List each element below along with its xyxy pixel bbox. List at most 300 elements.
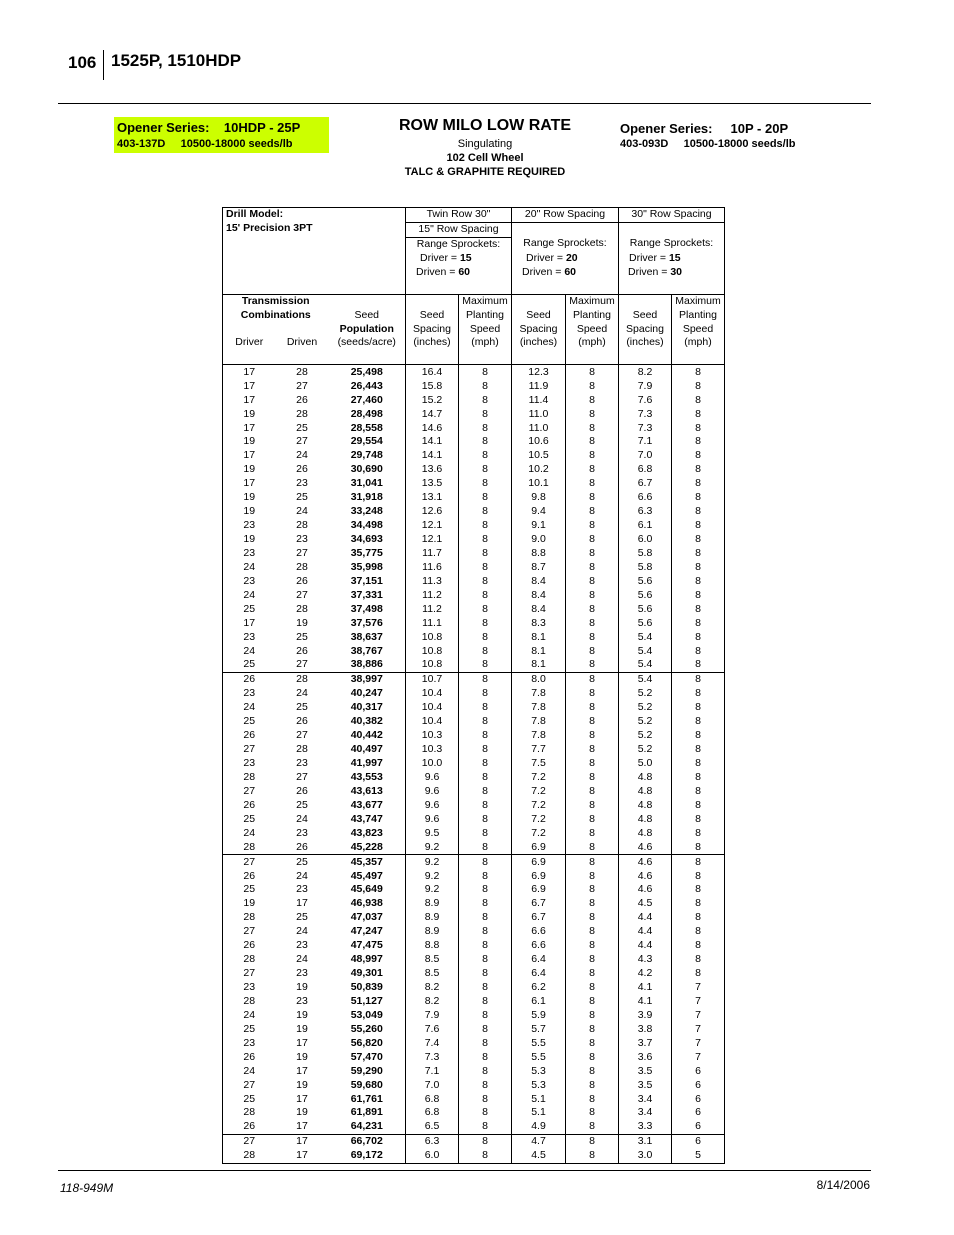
cell-seed-population: 61,891 <box>329 1106 406 1120</box>
cell-seed-population: 45,497 <box>329 869 406 883</box>
cell-20in-spacing: 7.8 <box>531 715 546 728</box>
table-row <box>223 771 725 785</box>
cell-driver: 26 <box>223 729 276 743</box>
cell-driven: 26 <box>296 463 308 476</box>
cell-seed-population: 33,248 <box>329 505 406 519</box>
table-row <box>223 855 725 869</box>
cell-20in-speed: 8 <box>566 715 619 729</box>
cell-twin-spacing: 10.4 <box>421 715 443 728</box>
cell-twin-spacing: 12.6 <box>421 505 443 518</box>
cell-30in-speed: 8 <box>672 491 725 505</box>
cell-20in-speed: 8 <box>566 588 619 602</box>
cell-driver: 26 <box>223 1120 276 1134</box>
cell-20in-spacing: 7.5 <box>531 757 546 770</box>
cell-30in-speed: 8 <box>672 826 725 840</box>
cell-twin-spacing: 11.1 <box>422 616 442 629</box>
cell-30in-speed: 8 <box>672 715 725 729</box>
cell-30in-speed: 8 <box>672 729 725 743</box>
cell-20in-spacing: 5.3 <box>531 1064 546 1077</box>
table-row <box>223 757 725 771</box>
cell-30in-speed: 8 <box>672 602 725 616</box>
cell-seed-population: 40,317 <box>329 701 406 715</box>
cell-30in-spacing: 5.6 <box>637 574 653 587</box>
cell-driver: 17 <box>223 616 276 630</box>
group-1-driver: Driver = 15 <box>406 252 512 266</box>
table-row <box>223 967 725 981</box>
cell-30in-spacing: 5.4 <box>637 630 653 643</box>
cell-30in-spacing: 5.4 <box>637 673 653 686</box>
cell-driver: 23 <box>223 630 276 644</box>
cell-twin-speed: 8 <box>459 939 512 953</box>
cell-driven: 19 <box>296 1022 308 1035</box>
max-speed-h3-3: Speed <box>672 323 725 337</box>
cell-driven: 27 <box>296 435 308 448</box>
cell-30in-spacing: 5.6 <box>637 602 653 615</box>
table-row <box>223 911 725 925</box>
cell-driver: 23 <box>223 757 276 771</box>
table-row <box>223 574 725 588</box>
cell-driver: 26 <box>223 939 276 953</box>
cell-20in-spacing: 6.9 <box>531 869 546 882</box>
seed-spacing-h2-3: (inches) <box>519 336 558 349</box>
cell-seed-population: 45,357 <box>329 855 406 869</box>
subtitle-talc: TALC & GRAPHITE REQUIRED <box>404 166 566 178</box>
table-row <box>223 826 725 840</box>
cell-30in-spacing: 5.6 <box>637 616 653 629</box>
group-3-sprockets-label: Range Sprockets: <box>619 237 725 251</box>
cell-driven: 27 <box>296 546 308 559</box>
cell-20in-speed: 8 <box>566 1106 619 1120</box>
cell-30in-spacing: 7.9 <box>637 379 653 392</box>
cell-30in-spacing: 3.6 <box>637 1050 653 1063</box>
cell-twin-speed: 8 <box>459 897 512 911</box>
cell-seed-population: 45,649 <box>329 883 406 897</box>
cell-seed-population: 35,775 <box>329 547 406 561</box>
cell-30in-spacing: 4.6 <box>619 840 672 854</box>
cell-20in-spacing: 5.5 <box>531 1036 546 1049</box>
cell-driven: 23 <box>296 757 308 770</box>
cell-twin-spacing: 9.2 <box>424 883 440 896</box>
cell-twin-speed: 8 <box>459 547 512 561</box>
cell-20in-spacing: 7.2 <box>531 770 546 783</box>
cell-driver: 24 <box>223 588 276 602</box>
cell-twin-speed: 8 <box>459 449 512 463</box>
cell-driver: 24 <box>223 1064 276 1078</box>
cell-30in-speed: 8 <box>672 435 725 449</box>
cell-30in-spacing: 4.8 <box>637 784 653 797</box>
cell-30in-speed: 8 <box>672 911 725 925</box>
cell-20in-spacing: 11.0 <box>528 407 549 420</box>
cell-twin-spacing: 9.6 <box>424 784 440 797</box>
cell-20in-speed: 8 <box>566 897 619 911</box>
table-row <box>223 477 725 491</box>
cell-driver: 19 <box>223 435 276 449</box>
table-row <box>223 1008 725 1022</box>
cell-twin-speed: 8 <box>459 826 512 840</box>
cell-20in-spacing: 5.3 <box>531 1078 546 1091</box>
cell-driver: 28 <box>223 1106 276 1120</box>
cell-20in-speed: 8 <box>566 757 619 771</box>
cell-20in-speed: 8 <box>566 967 619 981</box>
cell-twin-spacing: 7.3 <box>424 1050 440 1063</box>
cell-20in-speed: 8 <box>566 911 619 925</box>
cell-twin-speed: 8 <box>459 869 512 883</box>
cell-driven: 27 <box>296 770 308 783</box>
cell-30in-speed: 6 <box>672 1064 725 1078</box>
cell-30in-spacing: 7.3 <box>637 407 653 420</box>
max-speed-h1-3: Speed <box>459 323 512 337</box>
header-divider <box>103 50 104 80</box>
cell-20in-spacing: 5.9 <box>531 1008 546 1021</box>
cell-driver: 27 <box>223 925 276 939</box>
cell-seed-population: 38,637 <box>329 630 406 644</box>
opener-right-part: 403-093D 10500-18000 seeds/lb <box>620 138 796 150</box>
cell-seed-population: 40,442 <box>329 729 406 743</box>
cell-30in-spacing: 5.8 <box>637 560 653 573</box>
max-speed-h1: Maximum <box>459 294 512 308</box>
max-speed-h3: Maximum <box>672 294 725 308</box>
cell-twin-spacing: 10.7 <box>421 673 443 686</box>
cell-driver: 23 <box>223 519 276 533</box>
cell-driven: 19 <box>296 1050 308 1063</box>
cell-driver: 17 <box>223 365 276 379</box>
cell-30in-spacing: 3.1 <box>637 1135 653 1148</box>
cell-driven: 25 <box>296 911 308 924</box>
cell-20in-spacing: 5.1 <box>531 1106 546 1119</box>
cell-driven: 27 <box>296 729 308 742</box>
cell-30in-speed: 8 <box>672 588 725 602</box>
cell-20in-spacing: 6.6 <box>531 939 546 952</box>
cell-driver: 19 <box>223 407 276 421</box>
cell-twin-spacing: 8.9 <box>424 897 440 910</box>
cell-driver: 28 <box>223 1149 276 1163</box>
cell-20in-speed: 8 <box>566 953 619 967</box>
cell-driven: 25 <box>296 855 308 868</box>
table-row <box>223 1120 725 1134</box>
cell-30in-speed: 7 <box>672 995 725 1009</box>
cell-driven: 23 <box>296 883 308 896</box>
cell-20in-spacing: 8.7 <box>531 560 546 573</box>
drill-model-label: Drill Model: <box>223 208 406 223</box>
cell-twin-spacing: 6.8 <box>424 1092 440 1105</box>
cell-seed-population: 45,228 <box>329 840 406 854</box>
cell-seed-population: 27,460 <box>329 393 406 407</box>
drill-model-value: 15' Precision 3PT <box>223 222 406 237</box>
cell-twin-speed: 8 <box>459 658 512 672</box>
cell-driver: 25 <box>223 602 276 616</box>
cell-twin-spacing: 10.8 <box>421 630 443 643</box>
cell-30in-spacing: 4.4 <box>637 925 653 938</box>
table-row <box>223 630 725 644</box>
opener-series-left <box>114 117 329 153</box>
cell-driver: 17 <box>223 393 276 407</box>
cell-driven: 28 <box>296 519 308 532</box>
cell-twin-spacing: 11.6 <box>422 560 442 573</box>
opener-left-series: Opener Series: 10HDP - 25P <box>117 120 301 135</box>
cell-20in-spacing: 6.9 <box>531 855 546 868</box>
cell-driven: 17 <box>296 1036 308 1049</box>
cell-seed-population: 47,475 <box>329 939 406 953</box>
cell-twin-speed: 8 <box>459 1120 512 1134</box>
cell-30in-spacing: 5.4 <box>637 644 653 657</box>
cell-seed-population: 69,172 <box>329 1149 406 1163</box>
cell-30in-spacing: 5.0 <box>637 757 653 770</box>
table-row <box>223 729 725 743</box>
cell-twin-speed: 8 <box>459 1078 512 1092</box>
cell-twin-spacing: 15.8 <box>421 379 443 392</box>
cell-twin-speed: 8 <box>459 421 512 435</box>
cell-driver: 28 <box>223 995 276 1009</box>
cell-twin-speed: 8 <box>459 1134 512 1148</box>
group-1-sprockets-label: Range Sprockets: <box>406 237 512 251</box>
cell-20in-spacing: 12.3 <box>528 365 549 378</box>
cell-driver: 24 <box>223 1008 276 1022</box>
chart-title: ROW MILO LOW RATE <box>398 117 572 134</box>
cell-30in-spacing: 3.4 <box>637 1106 653 1119</box>
cell-20in-speed: 8 <box>566 421 619 435</box>
table-row <box>223 672 725 686</box>
cell-seed-population: 46,938 <box>329 897 406 911</box>
cell-driven: 27 <box>296 379 308 392</box>
cell-20in-speed: 8 <box>566 491 619 505</box>
cell-20in-speed: 8 <box>566 1149 619 1163</box>
cell-seed-population: 40,382 <box>329 715 406 729</box>
cell-30in-spacing: 6.3 <box>637 505 653 518</box>
seed-spacing-h1-2: Spacing <box>413 322 451 335</box>
group-3-driven: Driven = 30 <box>619 266 725 280</box>
cell-twin-spacing: 9.6 <box>424 770 440 783</box>
max-speed-h1-4: (mph) <box>459 336 512 350</box>
cell-driver: 25 <box>223 883 276 897</box>
cell-twin-speed: 8 <box>459 630 512 644</box>
cell-20in-spacing: 9.1 <box>531 519 546 532</box>
table-row <box>223 715 725 729</box>
seed-spacing-h1-1: Seed <box>419 308 445 321</box>
table-row <box>223 981 725 995</box>
cell-seed-population: 64,231 <box>329 1120 406 1134</box>
table-row <box>223 701 725 715</box>
cell-twin-spacing: 7.0 <box>424 1078 440 1091</box>
cell-30in-spacing: 3.7 <box>637 1036 653 1049</box>
cell-30in-spacing: 7.3 <box>637 421 653 434</box>
table-row <box>223 784 725 798</box>
cell-20in-spacing: 7.7 <box>531 743 546 756</box>
cell-twin-spacing: 11.2 <box>422 588 442 601</box>
cell-driven: 19 <box>296 981 308 994</box>
table-row <box>223 449 725 463</box>
group-2-name: 20" Row Spacing <box>512 208 619 223</box>
cell-driven: 24 <box>296 869 308 882</box>
cell-30in-spacing: 6.7 <box>637 477 653 490</box>
cell-seed-population: 38,767 <box>329 644 406 658</box>
cell-twin-speed: 8 <box>459 1008 512 1022</box>
cell-30in-speed: 5 <box>672 1149 725 1163</box>
cell-driven: 28 <box>296 743 308 756</box>
cell-twin-speed: 8 <box>459 855 512 869</box>
cell-20in-speed: 8 <box>566 574 619 588</box>
cell-seed-population: 38,886 <box>329 658 406 672</box>
opener-left-part: 403-137D 10500-18000 seeds/lb <box>117 138 293 150</box>
cell-driver: 27 <box>223 743 276 757</box>
cell-twin-spacing: 7.4 <box>424 1036 440 1049</box>
cell-driver: 23 <box>223 1036 276 1050</box>
cell-20in-speed: 8 <box>566 798 619 812</box>
cell-driven: 27 <box>276 658 329 672</box>
table-row <box>223 939 725 953</box>
table-row <box>223 883 725 897</box>
cell-20in-spacing: 7.2 <box>531 812 546 825</box>
group-1-sub: 15" Row Spacing <box>406 222 512 237</box>
cell-driven: 23 <box>296 826 308 839</box>
cell-seed-population: 37,498 <box>329 602 406 616</box>
cell-30in-spacing: 5.2 <box>637 715 653 728</box>
cell-20in-speed: 8 <box>566 840 619 854</box>
cell-twin-spacing: 13.1 <box>421 491 443 504</box>
cell-30in-spacing: 4.3 <box>637 953 653 966</box>
cell-seed-population: 28,558 <box>329 421 406 435</box>
cell-twin-speed: 8 <box>459 687 512 701</box>
cell-seed-population: 57,470 <box>329 1050 406 1064</box>
cell-30in-speed: 8 <box>672 644 725 658</box>
cell-20in-speed: 8 <box>566 687 619 701</box>
cell-twin-speed: 8 <box>459 1050 512 1064</box>
cell-30in-spacing: 6.6 <box>637 491 653 504</box>
footer-rule <box>58 1170 871 1171</box>
cell-20in-spacing: 6.6 <box>531 925 546 938</box>
cell-30in-speed: 6 <box>672 1092 725 1106</box>
cell-30in-speed: 8 <box>672 449 725 463</box>
cell-twin-speed: 8 <box>459 911 512 925</box>
cell-driver: 27 <box>223 1134 276 1148</box>
cell-seed-population: 55,260 <box>329 1022 406 1036</box>
cell-20in-spacing: 6.2 <box>531 981 546 994</box>
cell-20in-spacing: 7.8 <box>531 729 546 742</box>
page-number: 106 <box>68 53 97 72</box>
cell-driven: 26 <box>296 715 308 728</box>
table-row <box>223 925 725 939</box>
seed-pop-h-3: (seeds/acre) <box>329 336 406 350</box>
cell-twin-spacing: 8.9 <box>424 911 440 924</box>
cell-seed-population: 28,498 <box>329 407 406 421</box>
cell-seed-population: 34,498 <box>329 519 406 533</box>
cell-twin-speed: 8 <box>459 463 512 477</box>
cell-driven: 26 <box>296 784 308 797</box>
cell-seed-population: 59,680 <box>329 1078 406 1092</box>
cell-twin-speed: 8 <box>459 574 512 588</box>
cell-twin-spacing: 10.8 <box>421 644 443 657</box>
cell-twin-spacing: 6.8 <box>424 1106 440 1119</box>
cell-20in-speed: 8 <box>566 560 619 574</box>
cell-driver: 27 <box>223 1078 276 1092</box>
cell-20in-spacing: 4.5 <box>512 1149 566 1163</box>
cell-30in-speed: 7 <box>672 1022 725 1036</box>
cell-20in-speed: 8 <box>566 1092 619 1106</box>
cell-driver: 19 <box>223 505 276 519</box>
cell-30in-speed: 6 <box>672 1106 725 1120</box>
cell-seed-population: 43,613 <box>329 784 406 798</box>
cell-20in-speed: 8 <box>566 883 619 897</box>
cell-seed-population: 56,820 <box>329 1036 406 1050</box>
cell-30in-speed: 6 <box>672 1078 725 1092</box>
cell-twin-speed: 8 <box>459 588 512 602</box>
cell-twin-speed: 8 <box>459 743 512 757</box>
cell-twin-speed: 8 <box>459 953 512 967</box>
cell-30in-speed: 8 <box>672 505 725 519</box>
cell-30in-spacing: 3.8 <box>637 1022 653 1035</box>
cell-driven: 23 <box>296 477 308 490</box>
cell-20in-spacing: 6.7 <box>531 897 546 910</box>
cell-twin-speed: 8 <box>459 883 512 897</box>
cell-20in-speed: 8 <box>566 672 619 686</box>
cell-20in-speed: 8 <box>566 1008 619 1022</box>
cell-twin-spacing: 8.8 <box>424 939 440 952</box>
cell-30in-speed: 8 <box>672 393 725 407</box>
cell-20in-speed: 8 <box>566 729 619 743</box>
cell-driven: 23 <box>296 994 308 1007</box>
table-row <box>223 1134 725 1148</box>
cell-twin-spacing: 9.2 <box>424 855 440 868</box>
cell-30in-speed: 8 <box>672 574 725 588</box>
cell-driven: 24 <box>296 449 308 462</box>
cell-driven: 17 <box>296 1092 308 1105</box>
cell-twin-speed: 8 <box>459 365 512 379</box>
table-row <box>223 547 725 561</box>
cell-20in-spacing: 7.2 <box>531 826 546 839</box>
cell-twin-speed: 8 <box>459 644 512 658</box>
cell-30in-spacing: 4.6 <box>637 883 653 896</box>
table-row <box>223 897 725 911</box>
cell-20in-speed: 8 <box>566 365 619 379</box>
cell-seed-population: 61,761 <box>329 1092 406 1106</box>
cell-20in-spacing: 10.1 <box>528 477 549 490</box>
cell-30in-speed: 6 <box>672 1120 725 1134</box>
table-row <box>223 1106 725 1120</box>
cell-30in-speed: 8 <box>672 812 725 826</box>
cell-30in-speed: 8 <box>672 630 725 644</box>
cell-30in-speed: 8 <box>672 743 725 757</box>
table-row <box>223 995 725 1009</box>
cell-20in-speed: 8 <box>566 407 619 421</box>
cell-twin-spacing: 6.5 <box>406 1120 459 1134</box>
cell-30in-speed: 8 <box>672 953 725 967</box>
cell-twin-speed: 8 <box>459 995 512 1009</box>
cell-20in-speed: 8 <box>566 379 619 393</box>
cell-30in-speed: 8 <box>672 939 725 953</box>
cell-twin-spacing: 14.7 <box>421 407 443 420</box>
max-speed-h2-4: (mph) <box>566 336 619 350</box>
cell-30in-spacing: 4.4 <box>637 939 653 952</box>
cell-30in-speed: 8 <box>672 784 725 798</box>
cell-20in-speed: 8 <box>566 1078 619 1092</box>
cell-seed-population: 38,997 <box>329 672 406 686</box>
cell-driver: 25 <box>223 1022 276 1036</box>
cell-seed-population: 50,839 <box>329 981 406 995</box>
cell-30in-speed: 8 <box>672 672 725 686</box>
table-row <box>223 533 725 547</box>
cell-driven: 28 <box>296 560 308 573</box>
table-row <box>223 644 725 658</box>
cell-30in-spacing: 5.2 <box>637 729 653 742</box>
cell-30in-speed: 8 <box>672 925 725 939</box>
cell-twin-spacing: 13.6 <box>421 463 443 476</box>
cell-20in-speed: 8 <box>566 826 619 840</box>
seed-spacing-h3-1: Seed <box>632 308 658 321</box>
table-row <box>223 1078 725 1092</box>
cell-20in-speed: 8 <box>566 981 619 995</box>
cell-driven: 26 <box>296 574 308 587</box>
cell-twin-speed: 8 <box>459 672 512 686</box>
cell-20in-speed: 8 <box>566 505 619 519</box>
